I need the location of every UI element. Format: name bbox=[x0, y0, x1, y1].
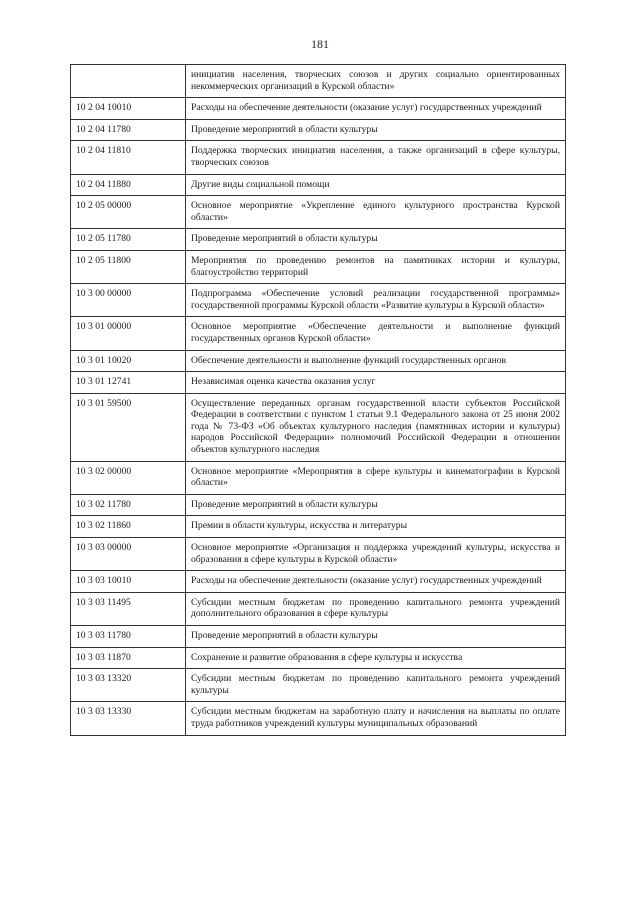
table-row bbox=[71, 592, 566, 625]
table-row bbox=[71, 284, 566, 317]
table-row bbox=[71, 196, 566, 229]
table-row bbox=[71, 65, 566, 98]
row-description: Основное мероприятие «Мероприятия в сфере культуры и кинематографии в Курской области» bbox=[186, 461, 566, 494]
row-description: инициатив населения, творческих союзов и других социально ориентированных некоммерческих организаций в Курской области» bbox=[186, 65, 566, 98]
row-code: 10 2 04 11880 bbox=[71, 174, 186, 196]
row-code: 10 3 01 12741 bbox=[71, 372, 186, 394]
table-row bbox=[71, 647, 566, 669]
row-code: 10 3 03 10010 bbox=[71, 571, 186, 593]
table-row bbox=[71, 317, 566, 350]
table-row bbox=[71, 516, 566, 538]
row-description: Проведение мероприятий в области культуры bbox=[186, 229, 566, 251]
table-row bbox=[71, 174, 566, 196]
row-code: 10 2 04 11810 bbox=[71, 141, 186, 174]
row-description: Независимая оценка качества оказания услуг bbox=[186, 372, 566, 394]
table-row bbox=[71, 571, 566, 593]
table-row bbox=[71, 98, 566, 120]
table-row bbox=[71, 229, 566, 251]
row-description: Проведение мероприятий в области культуры bbox=[186, 494, 566, 516]
row-description: Поддержка творческих инициатив населения, а также организаций в сфере культуры, творческих союзов bbox=[186, 141, 566, 174]
row-description: Основное мероприятие «Обеспечение деятельности и выполнение функций государственных органов Курской области» bbox=[186, 317, 566, 350]
row-code: 10 3 01 00000 bbox=[71, 317, 186, 350]
table-row bbox=[71, 119, 566, 141]
row-code: 10 3 02 00000 bbox=[71, 461, 186, 494]
row-code: 10 3 03 00000 bbox=[71, 538, 186, 571]
budget-code-table bbox=[70, 64, 566, 736]
table-row bbox=[71, 393, 566, 461]
row-code: 10 3 03 13320 bbox=[71, 669, 186, 702]
page-number: 181 bbox=[311, 37, 329, 51]
table-row bbox=[71, 669, 566, 702]
row-description: Субсидии местным бюджетам по проведению капитального ремонта учреждений культуры bbox=[186, 669, 566, 702]
row-description: Обеспечение деятельности и выполнение функций государственных органов bbox=[186, 350, 566, 372]
row-description: Расходы на обеспечение деятельности (оказание услуг) государственных учреждений bbox=[186, 571, 566, 593]
row-description: Подпрограмма «Обеспечение условий реализации государственной программы» государственной программы Курской области «Развитие культуры в Курской области» bbox=[186, 284, 566, 317]
row-description: Субсидии местным бюджетам на заработную плату и начисления на выплаты по оплате труда работников учреждений культуры муниципальных образований bbox=[186, 702, 566, 735]
row-description: Премии в области культуры, искусства и литературы bbox=[186, 516, 566, 538]
table-body bbox=[71, 65, 566, 736]
table-row bbox=[71, 372, 566, 394]
table-row bbox=[71, 250, 566, 283]
row-code: 10 2 05 11800 bbox=[71, 250, 186, 283]
row-code: 10 3 00 00000 bbox=[71, 284, 186, 317]
row-code: 10 3 01 10020 bbox=[71, 350, 186, 372]
table-row bbox=[71, 538, 566, 571]
row-code: 10 3 03 11495 bbox=[71, 592, 186, 625]
row-description: Сохранение и развитие образования в сфере культуры и искусства bbox=[186, 647, 566, 669]
row-code: 10 3 03 11780 bbox=[71, 626, 186, 648]
row-description: Проведение мероприятий в области культуры bbox=[186, 119, 566, 141]
row-description: Проведение мероприятий в области культуры bbox=[186, 626, 566, 648]
table-row bbox=[71, 626, 566, 648]
row-code: 10 3 02 11780 bbox=[71, 494, 186, 516]
table-row bbox=[71, 494, 566, 516]
table-row bbox=[71, 141, 566, 174]
row-description: Осуществление переданных органам государственной власти субъектов Российской Федерации в соответствии с пунктом 1 статьи 9.1 Федерального закона от 25 июня 2002 года № 73-ФЗ «Об объектах культурного наследия (памятниках истории и культуры) народов Российской Федерации» полномочий Российской Федерации в отношении объектов культурного наследия bbox=[186, 393, 566, 461]
table-row bbox=[71, 461, 566, 494]
row-code: 10 2 04 10010 bbox=[71, 98, 186, 120]
row-code: 10 2 05 11780 bbox=[71, 229, 186, 251]
row-description: Основное мероприятие «Организация и поддержка учреждений культуры, искусства и образования в сфере культуры в Курской области» bbox=[186, 538, 566, 571]
row-code: 10 3 01 59500 bbox=[71, 393, 186, 461]
row-code bbox=[71, 65, 186, 98]
table-row bbox=[71, 350, 566, 372]
row-code: 10 3 03 13330 bbox=[71, 702, 186, 735]
row-description: Расходы на обеспечение деятельности (оказание услуг) государственных учреждений bbox=[186, 98, 566, 120]
row-code: 10 2 04 11780 bbox=[71, 119, 186, 141]
row-code: 10 3 03 11870 bbox=[71, 647, 186, 669]
row-code: 10 2 05 00000 bbox=[71, 196, 186, 229]
row-description: Основное мероприятие «Укрепление единого культурного пространства Курской области» bbox=[186, 196, 566, 229]
row-description: Субсидии местным бюджетам по проведению капитального ремонта учреждений дополнительного образования в сфере культуры bbox=[186, 592, 566, 625]
row-description: Мероприятия по проведению ремонтов на памятниках истории и культуры, благоустройство территорий bbox=[186, 250, 566, 283]
row-description: Другие виды социальной помощи bbox=[186, 174, 566, 196]
row-code: 10 3 02 11860 bbox=[71, 516, 186, 538]
table-row bbox=[71, 702, 566, 735]
